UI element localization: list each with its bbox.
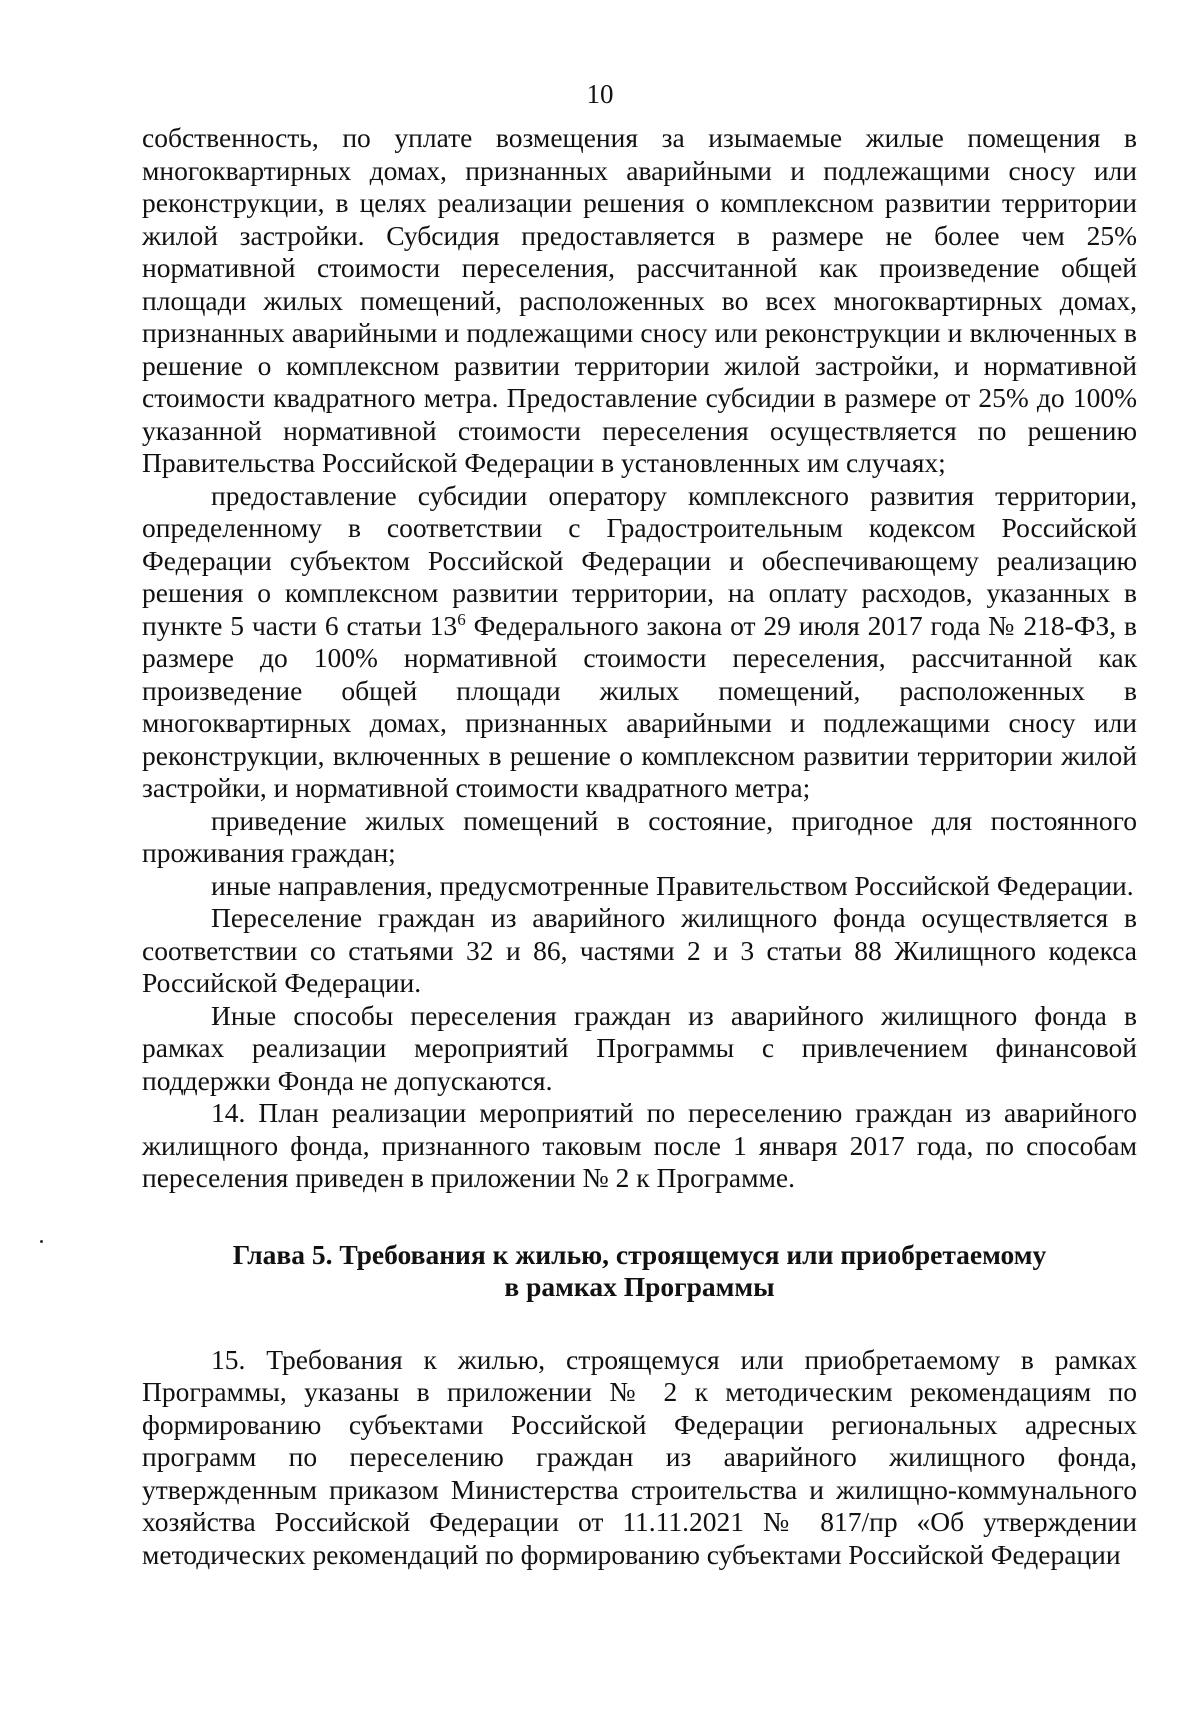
chapter-heading-line-1: Глава 5. Требования к жилью, строящемуся или приобретаемому <box>232 1238 1047 1270</box>
page-number: 10 <box>586 79 614 109</box>
document-body <box>142 122 1137 1571</box>
paragraph-subsidy-operator-text-b: Федерального закона от 29 июля 2017 года № 218-ФЗ, в размере до 100% нормативной стоимости переселения, рассчитанной как произведение общей площади жилых помещений, расположенных в многоквартирных домах, признанных аварийными и подлежащими сносу или реконструкции, включенных в решение о комплексном развитии территории жилой застройки, и нормативной стоимости квадратного метра; <box>142 609 1137 803</box>
paragraph-resettlement-basis: Переселение граждан из аварийного жилищного фонда осуществляется в соответствии со статьями 32 и 86, частями 2 и 3 статьи 88 Жилищного кодекса Российской Федерации. <box>142 902 1137 998</box>
chapter-heading-line-2: в рамках Программы <box>504 1271 775 1302</box>
paragraph-housing-condition: приведение жилых помещений в состояние, пригодное для постоянного проживания граждан; <box>142 804 1137 868</box>
paragraph-item-15: 15. Требования к жилью, строящемуся или приобретаемому в рамках Программы, указаны в приложении № 2 к методическим рекомендациям по формированию субъектами Российской Федерации региональных адресных программ по переселению граждан из аварийного жилищного фонда, утвержденным приказом Министерства строительства и жилищно-коммунального хозяйства Российской Федерации от 11.11.2021 № 817/пр «Об утверждении методических рекомендаций по формированию субъектами Российской Федерации <box>142 1343 1137 1570</box>
paragraph-subsidy-compensation: собственность, по уплате возмещения за изымаемые жилые помещения в многоквартирных домах, признанных аварийными и подлежащими сносу или реконструкции, в целях реализации решения о комплексном развитии территории жилой застройки. Субсидия предоставляется в размере не более чем 25% нормативной стоимости переселения, рассчитанной как произведение общей площади жилых помещений, расположенных во всех многоквартирных домах, признанных аварийными и подлежащими сносу или реконструкции и включенных в решение о комплексном развитии территории жилой застройки, и нормативной стоимости квадратного метра. Предоставление субсидии в размере от 25% до 100% указанной нормативной стоимости переселения осуществляется по решению Правительства Российской Федерации в установленных им случаях; <box>142 122 1137 478</box>
chapter-heading <box>142 1239 1137 1304</box>
article-superscript: 6 <box>457 609 466 629</box>
paragraph-subsidy-operator-text-a: предоставление субсидии оператору комплексного развития территории, определенному в соответствии с Градостроительным кодексом Российской Федерации субъектом Российской Федерации и обеспечивающему реализацию решения о комплексном развитии территории, на оплату расходов, указанных в пункте 5 части 6 статьи 13 <box>142 479 1137 641</box>
scan-speck <box>40 1240 43 1243</box>
paragraph-other-methods: Иные способы переселения граждан из аварийного жилищного фонда в рамках реализации мероприятий Программы с привлечением финансовой поддержки Фонда не допускаются. <box>142 999 1137 1096</box>
paragraph-subsidy-operator <box>142 480 1137 805</box>
paragraph-other-directions: иные направления, предусмотренные Правительством Российской Федерации. <box>211 869 1134 901</box>
paragraph-item-14: 14. План реализации мероприятий по переселению граждан из аварийного жилищного фонда, признанного таковым после 1 января 2017 года, по способам переселения приведен в приложении № 2 к Программе. <box>142 1097 1137 1193</box>
